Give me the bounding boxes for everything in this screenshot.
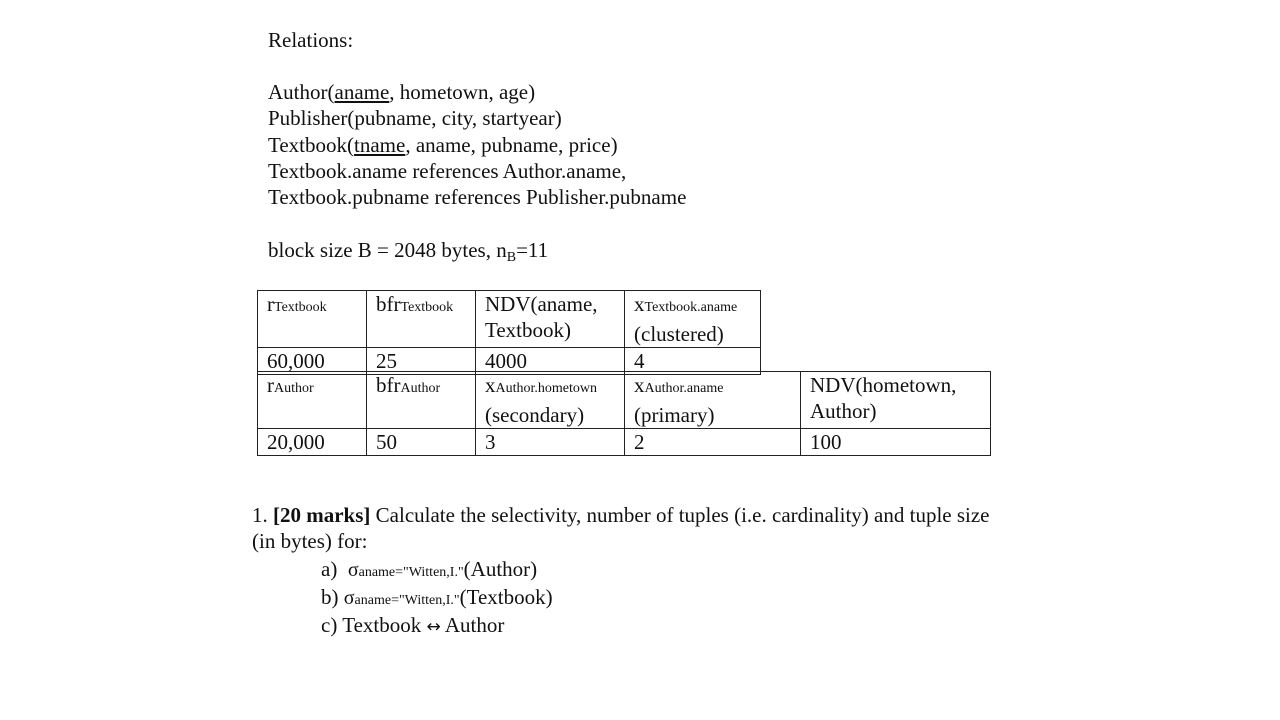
header-ndv-hometown: NDV(hometown, Author)	[801, 372, 991, 429]
block-suffix: =11	[516, 238, 549, 262]
author-relation	[268, 80, 535, 104]
item-c-right: Author	[444, 613, 505, 637]
textbook-stats-table	[257, 290, 761, 375]
author-prefix: Author(	[268, 80, 335, 104]
block-prefix: block size B = 2048 bytes, n	[268, 238, 507, 262]
item-b-condition: aname="Witten,I."	[354, 593, 460, 608]
table-row	[258, 429, 991, 456]
foreign-key-1: Textbook.aname references Author.aname,	[268, 159, 627, 183]
cell-x-author-aname: 2	[625, 429, 801, 456]
cell-x-textbook-aname: 4	[625, 348, 761, 375]
question-item-c	[321, 613, 504, 639]
textbook-rest: , aname, pubname, price)	[405, 133, 618, 157]
question-item-a	[321, 557, 537, 585]
question-item-b	[321, 585, 553, 613]
header-r-textbook: rTextbook	[258, 291, 367, 348]
header-ndv-aname: NDV(aname, Textbook)	[476, 291, 625, 348]
question-number: 1.	[252, 503, 268, 527]
header-x-author-hometown: xAuthor.hometown (secondary)	[476, 372, 625, 429]
cell-bfr-textbook: 25	[367, 348, 476, 375]
item-c-label: c)	[321, 613, 338, 637]
cell-x-author-hometown: 3	[476, 429, 625, 456]
header-bfr-author: bfrAuthor	[367, 372, 476, 429]
block-size-line	[268, 238, 548, 266]
textbook-prefix: Textbook(	[268, 133, 355, 157]
question-line-2: (in bytes) for:	[252, 529, 368, 553]
cell-r-textbook: 60,000	[258, 348, 367, 375]
block-sub: B	[506, 250, 517, 265]
cell-ndv-aname: 4000	[476, 348, 625, 375]
item-a-label: a)	[321, 557, 338, 581]
item-a-arg: (Author)	[463, 557, 538, 581]
relations-heading: Relations:	[268, 28, 354, 52]
cell-r-author: 20,000	[258, 429, 367, 456]
item-b-arg: (Textbook)	[459, 585, 553, 609]
header-x-author-aname: xAuthor.aname (primary)	[625, 372, 801, 429]
item-a-condition: aname="Witten,I."	[358, 565, 464, 580]
join-arrow-icon: ↔	[426, 617, 441, 637]
question-marks: [20 marks]	[273, 503, 371, 527]
author-rest: , hometown, age)	[389, 80, 536, 104]
header-x-textbook-aname: xTextbook.aname (clustered)	[625, 291, 761, 348]
cell-bfr-author: 50	[367, 429, 476, 456]
author-key: aname	[334, 80, 390, 104]
author-stats-table	[257, 371, 991, 456]
textbook-relation	[268, 133, 618, 157]
publisher-relation: Publisher(pubname, city, startyear)	[268, 106, 562, 130]
table-row	[258, 372, 991, 429]
table-row	[258, 291, 761, 348]
cell-ndv-hometown: 100	[801, 429, 991, 456]
item-b-label: b)	[321, 585, 339, 609]
foreign-key-2: Textbook.pubname references Publisher.pubname	[268, 185, 687, 209]
question-line-1	[252, 503, 990, 527]
header-r-author: rAuthor	[258, 372, 367, 429]
sigma-icon: σ	[343, 587, 355, 609]
question-text-1: Calculate the selectivity, number of tuples (i.e. cardinality) and tuple size	[370, 503, 990, 527]
sigma-icon: σ	[347, 559, 359, 581]
header-bfr-textbook: bfrTextbook	[367, 291, 476, 348]
item-c-left: Textbook	[342, 613, 422, 637]
textbook-key: tname	[354, 133, 406, 157]
